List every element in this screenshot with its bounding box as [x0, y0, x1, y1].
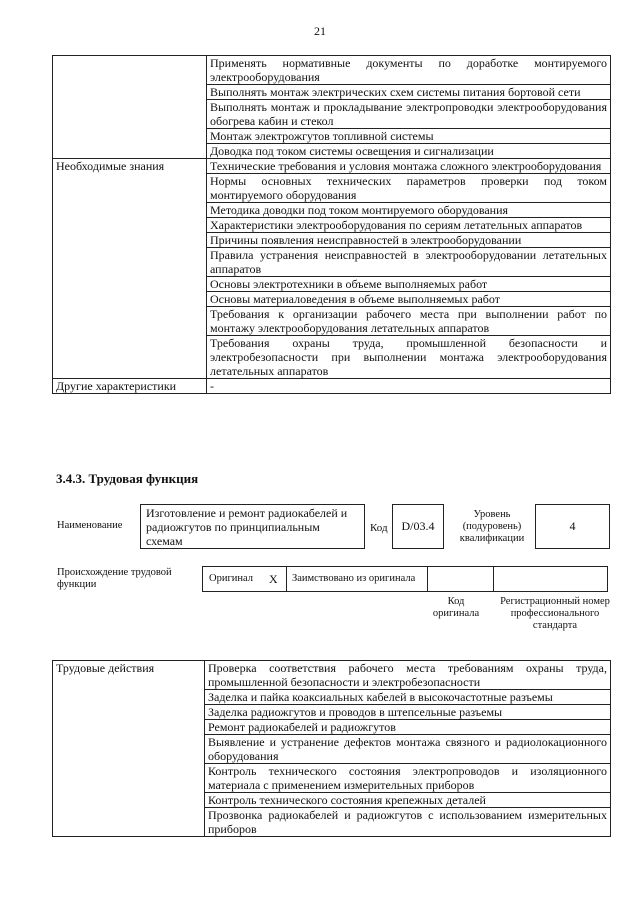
- knowledge-item: Нормы основных технических параметров проверки под током монтируемого оборудования: [207, 174, 611, 203]
- knowledge-item: Требования охраны труда, промышленной безопасности и электробезопасности при выполнении монтажа электрооборудования летательных аппаратов: [207, 336, 611, 379]
- table-row: [53, 56, 611, 85]
- action-item: Проверка соответствия рабочего места требованиям охраны труда, промышленной безопасности и электробезопасности: [205, 661, 611, 690]
- function-name: Изготовление и ремонт радиокабелей и радиожгутов по принципиальным схемам: [140, 504, 365, 549]
- action-item: Выявление и устранение дефектов монтажа связного и радиолокационного оборудования: [205, 735, 611, 764]
- actions-label: Трудовые действия: [53, 661, 205, 837]
- knowledge-item: Причины появления неисправностей в электрооборудовании: [207, 233, 611, 248]
- skill-item: Выполнять монтаж электрических схем системы питания бортовой сети: [207, 85, 611, 100]
- origin-mark: X: [269, 571, 278, 586]
- action-item: Прозвонка радиокабелей и радиожгутов с использованием измерительных приборов: [205, 808, 611, 837]
- action-item: Заделка и пайка коаксиальных кабелей в высокочастотные разъемы: [205, 690, 611, 705]
- registration-number-label: Регистрационный номер профессионального стандарта: [500, 596, 610, 631]
- origin-borrowed: Заимствовано из оригинала: [292, 573, 416, 584]
- knowledge-label: Необходимые знания: [53, 159, 207, 379]
- origin-row: [202, 566, 608, 592]
- function-code: D/03.4: [392, 504, 444, 549]
- skill-item: Доводка под током системы освещения и сигнализации: [207, 144, 611, 159]
- origin-label: Происхождение трудовой функции: [57, 567, 172, 590]
- knowledge-item: Основы материаловедения в объеме выполняемых работ: [207, 292, 611, 307]
- code-original-label: Код оригинала: [432, 596, 480, 619]
- knowledge-table: [52, 55, 611, 394]
- knowledge-item: Основы электротехники в объеме выполняемых работ: [207, 277, 611, 292]
- actions-table: [52, 660, 611, 837]
- knowledge-item: Методика доводки под током монтируемого оборудования: [207, 203, 611, 218]
- action-item: Ремонт радиокабелей и радиожгутов: [205, 720, 611, 735]
- level-label: Уровень (подуровень) квалификации: [459, 509, 525, 544]
- skill-item: Применять нормативные документы по доработке монтируемого электрооборудования: [207, 56, 611, 85]
- divider: [286, 567, 287, 591]
- knowledge-item: Технические требования и условия монтажа сложного электрооборудования: [207, 159, 611, 174]
- action-item: Контроль технического состояния крепежных деталей: [205, 793, 611, 808]
- page-number: 21: [314, 24, 326, 38]
- name-label: Наименование: [57, 520, 123, 531]
- action-item: Заделка радиожгутов и проводов в штепсельные разъемы: [205, 705, 611, 720]
- knowledge-item: Характеристики электрооборудования по сериям летательных аппаратов: [207, 218, 611, 233]
- skill-item: Монтаж электрожгутов топливной системы: [207, 129, 611, 144]
- skills-label-cell: [53, 56, 207, 159]
- action-item: Контроль технического состояния электропроводов и изоляционного материала с применением измерительных приборов: [205, 764, 611, 793]
- qualification-level: 4: [535, 504, 610, 549]
- skill-item: Выполнять монтаж и прокладывание электропроводки электрооборудования обогрева кабин и стекол: [207, 100, 611, 129]
- other-value: -: [207, 379, 611, 394]
- table-row: [53, 159, 611, 174]
- section-title: 3.4.3. Трудовая функция: [56, 471, 199, 486]
- other-label: Другие характеристики: [53, 379, 207, 394]
- origin-original: Оригинал: [209, 573, 253, 584]
- divider: [493, 567, 494, 591]
- divider: [427, 567, 428, 591]
- table-row: [53, 661, 611, 690]
- code-label: Код: [370, 522, 388, 534]
- table-row: [53, 379, 611, 394]
- knowledge-item: Правила устранения неисправностей в электрооборудовании летательных аппаратов: [207, 248, 611, 277]
- knowledge-item: Требования к организации рабочего места при выполнении работ по монтажу электрооборудования летательных аппаратов: [207, 307, 611, 336]
